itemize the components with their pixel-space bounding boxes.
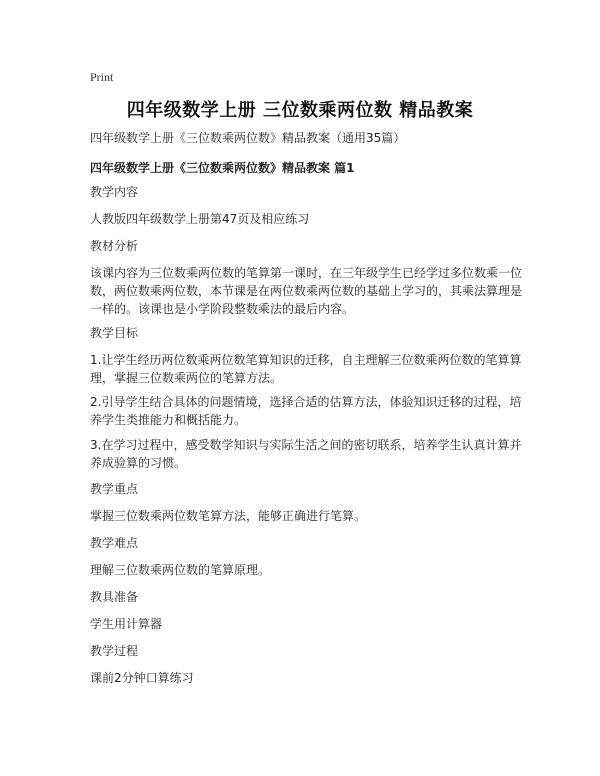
keypoint-text: 掌握三位数乘两位数笔算方法，能够正确进行笔算。 (90, 509, 367, 523)
analysis-label: 教材分析 (90, 239, 139, 253)
goal-3-line: 养成验算的习惯。 (90, 456, 187, 470)
difficulty-text: 理解三位数乘两位数的笔算原理。 (90, 563, 271, 577)
content-label: 教学内容 (90, 185, 139, 199)
process-label: 教学过程 (90, 644, 139, 658)
goal-2-paragraph (90, 393, 522, 429)
analysis-line: 数，两位数乘两位数，本节课是在两位数乘两位数的基础上学习的，其乘法算理是 (90, 284, 523, 298)
process-text: 课前2分钟口算练习 (90, 671, 194, 685)
section-heading: 四年级数学上册《三位数乘两位数》精品教案 篇1 (90, 161, 355, 175)
goal-1-paragraph (90, 351, 522, 387)
goals-label: 教学目标 (90, 326, 139, 340)
goal-2-line: 2.引导学生结合具体的问题情境，选择合适的估算方法，体验知识迁移的过程，培 (90, 395, 522, 409)
print-link[interactable]: Print (90, 70, 114, 84)
analysis-line: 一样的。该课也是小学阶段整数乘法的最后内容。 (90, 302, 355, 316)
goal-1-line: 理，掌握三位数乘两位的笔算方法。 (90, 371, 283, 385)
content-text: 人教版四年级数学上册第47页及相应练习 (90, 212, 310, 226)
analysis-paragraph (90, 264, 523, 318)
goal-3-paragraph (90, 436, 522, 472)
keypoint-label: 教学重点 (90, 482, 139, 496)
analysis-line: 该课内容为三位数乘两位数的笔算第一课时，在三年级学生已经学过多位数乘一位 (90, 266, 523, 280)
goal-3-line: 3.在学习过程中，感受数学知识与实际生活之间的密切联系，培养学生认真计算并 (90, 438, 522, 452)
page-title: 四年级数学上册 三位数乘两位数 精品教案 (126, 100, 474, 121)
goal-1-line: 1.让学生经历两位数乘两位数笔算知识的迁移，自主理解三位数乘两位数的笔算算 (90, 353, 522, 367)
document-subtitle: 四年级数学上册《三位数乘两位数》精品教案（通用35篇） (90, 131, 406, 145)
difficulty-label: 教学难点 (90, 536, 139, 550)
goal-2-line: 养学生类推能力和概括能力。 (90, 413, 247, 427)
tools-text: 学生用计算器 (90, 617, 163, 631)
tools-label: 教具准备 (90, 590, 139, 604)
